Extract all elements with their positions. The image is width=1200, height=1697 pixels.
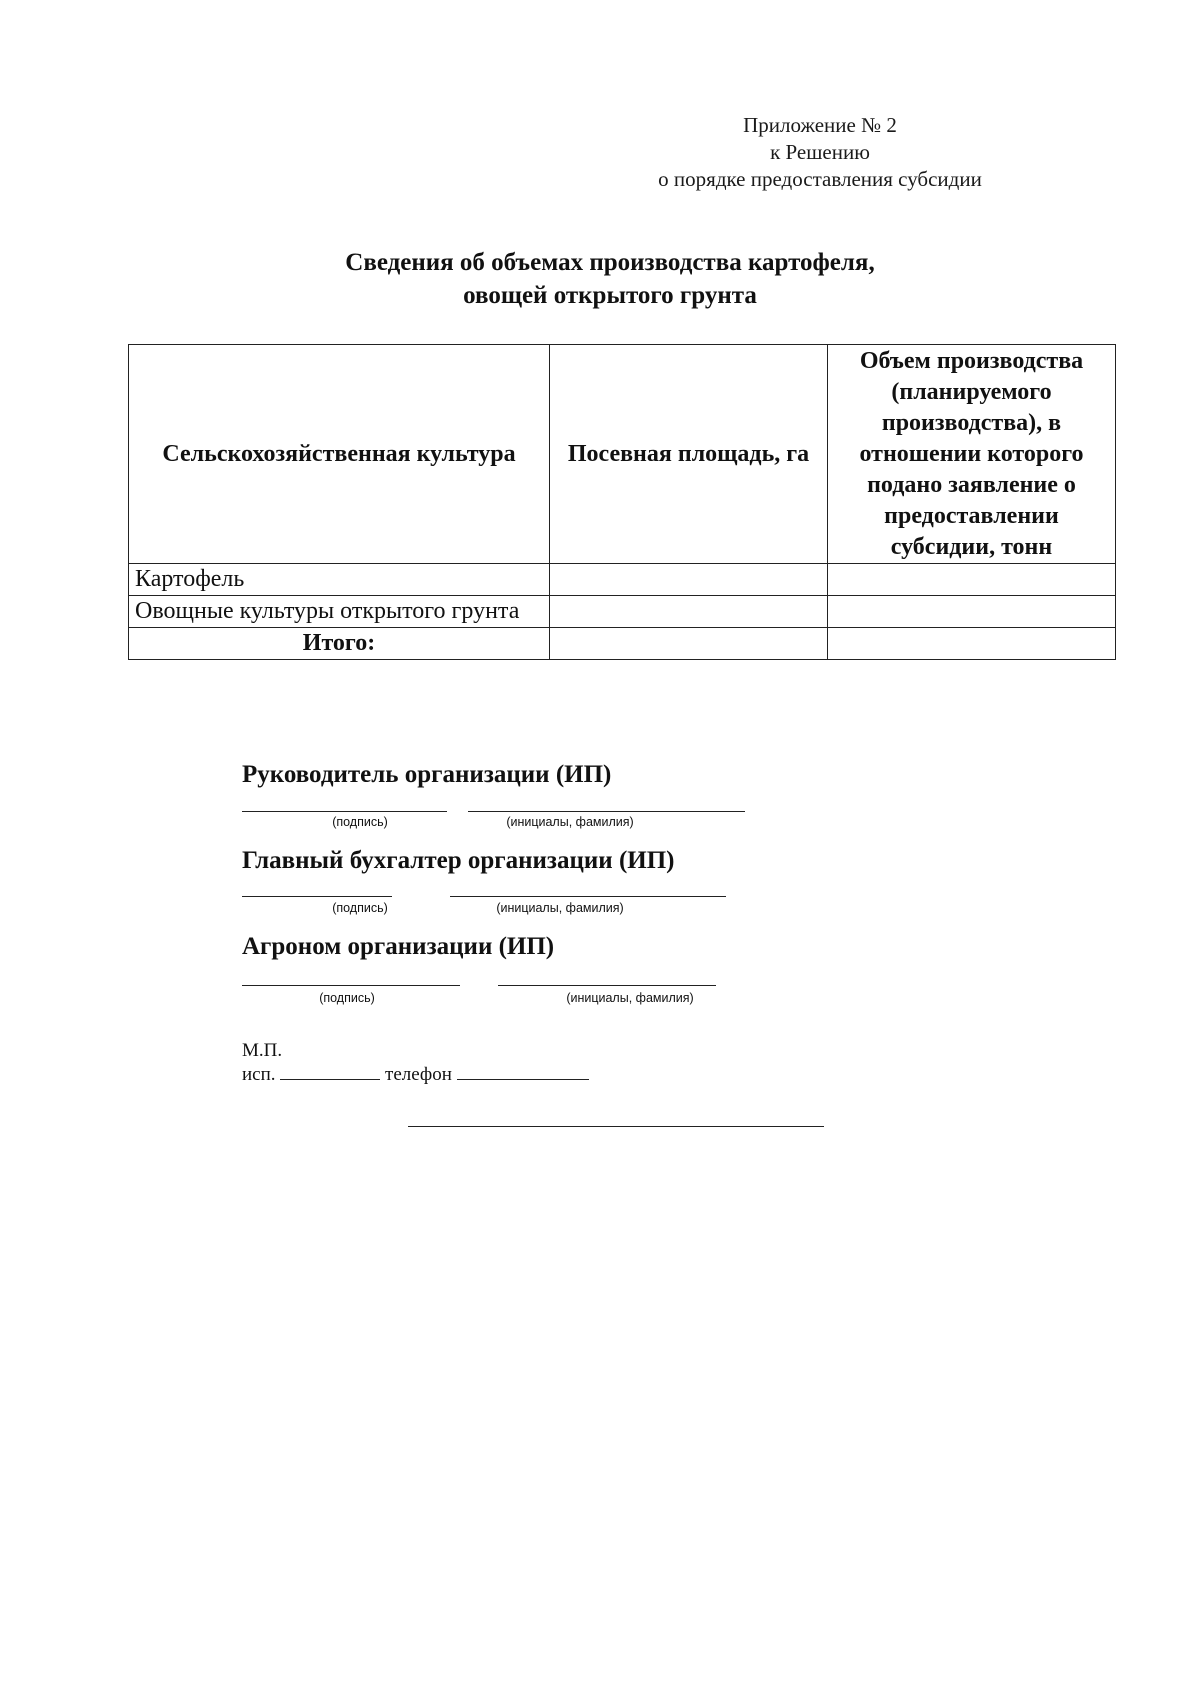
executor-blank[interactable] (280, 1063, 380, 1080)
volume-cell[interactable] (828, 596, 1116, 628)
accountant-name-line[interactable] (450, 896, 726, 897)
document-title-line-2: овощей открытого грунта (463, 282, 757, 309)
column-header-crop: Сельскохозяйственная культура (129, 345, 550, 564)
accountant-name-hint: (инициалы, фамилия) (496, 901, 624, 915)
column-header-area: Посевная площадь, га (550, 345, 828, 564)
annex-number: Приложение № 2 (743, 113, 897, 137)
crop-cell: Картофель (129, 564, 550, 596)
agronomist-name-hint: (инициалы, фамилия) (566, 991, 694, 1005)
accountant-signature-title: Главный бухгалтер организации (ИП) (242, 847, 675, 874)
total-area-cell[interactable] (550, 628, 828, 660)
agronomist-name-line[interactable] (498, 985, 716, 986)
area-cell[interactable] (550, 596, 828, 628)
stamp-place-label: М.П. (242, 1040, 283, 1061)
manager-signature-hint: (подпись) (332, 815, 388, 829)
agronomist-signature-line[interactable] (242, 985, 460, 986)
annex-subject: о порядке предоставления субсидии (658, 167, 982, 191)
accountant-signature-hint: (подпись) (332, 901, 388, 915)
table-header-row (129, 345, 1116, 564)
volume-cell[interactable] (828, 564, 1116, 596)
closing-divider (408, 1126, 824, 1127)
crop-cell: Овощные культуры открытого грунта (129, 596, 550, 628)
agronomist-signature-hint: (подпись) (319, 991, 375, 1005)
document-title (130, 246, 1090, 312)
annex-reference (600, 112, 1040, 193)
executor-line (242, 1063, 589, 1087)
table-total-row (129, 628, 1116, 660)
table-row (129, 596, 1116, 628)
area-cell[interactable] (550, 564, 828, 596)
manager-signature-line[interactable] (242, 811, 447, 812)
table-row (129, 564, 1116, 596)
agronomist-signature-title: Агроном организации (ИП) (242, 933, 555, 960)
phone-label: телефон (385, 1064, 452, 1085)
annex-decision: к Решению (770, 140, 870, 164)
manager-name-hint: (инициалы, фамилия) (506, 815, 634, 829)
phone-blank[interactable] (457, 1063, 589, 1080)
accountant-signature-line[interactable] (242, 896, 392, 897)
document-title-line-1: Сведения об объемах производства картофеля, (345, 249, 875, 276)
production-volume-table (128, 344, 1116, 660)
executor-label: исп. (242, 1064, 276, 1085)
manager-name-line[interactable] (468, 811, 745, 812)
total-label: Итого: (129, 628, 550, 660)
column-header-volume: Объем производства (планируемого производства), в отношении которого подано заявление о предоставлении субсидии, тонн (828, 345, 1116, 564)
manager-signature-title: Руководитель организации (ИП) (242, 761, 612, 788)
total-volume-cell[interactable] (828, 628, 1116, 660)
